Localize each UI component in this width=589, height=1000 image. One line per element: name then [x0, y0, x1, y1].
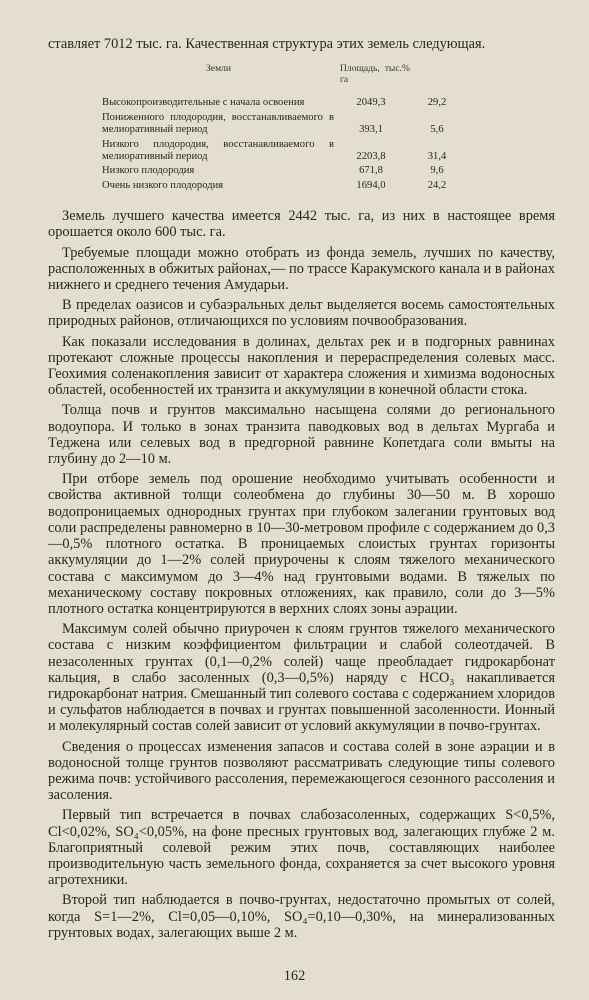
text-column	[48, 36, 555, 945]
land-category: Низкого плодородия	[102, 165, 195, 177]
intro-paragraph: ставляет 7012 тыс. га. Качественная структура этих земель следующая.	[48, 36, 486, 52]
land-area: 1694,0	[356, 179, 386, 191]
land-category: Высокопроизводительные с начала освоения	[102, 97, 305, 109]
header-percent: %	[402, 63, 410, 75]
body-paragraph: Сведения о процессах изменения запасов и состава солей в зоне аэрации и в водоносной толще грунтов позволяют рассматривать следующие типы солевого режима почв: устойчивого рассоления, перемежающегося сезонного рассоления и засоления.	[48, 738, 555, 804]
body-paragraph: Земель лучшего качества имеется 2442 тыс. га, из них в настоящее время орошается около 600 тыс. га.	[48, 208, 555, 241]
land-area: 393,1	[359, 124, 383, 136]
header-area: Площадь, тыс. га	[340, 63, 402, 85]
body-paragraph: Первый тип встречается в почвах слабозасоленных, содержащих S<0,5%, Cl<0,02%, SO₄<0,05%, на фоне пресных грунтовых вод, залегающих глубже 2 м. Благоприятный солевой режим этих почв, составляющих наиболее производительную часть земельного фонда, сохраняется за счет высокого уровня агротехники.	[48, 807, 555, 889]
land-percent: 31,4	[427, 151, 447, 163]
body-paragraph: Второй тип наблюдается в почво-грунтах, недостаточно промытых от солей, когда S=1—2%, Cl=0,05—0,10%, SO₄=0,10—0,30%, на минерализованных грунтовых водах, залегающих выше 2 м.	[48, 892, 555, 941]
land-area: 671,8	[359, 165, 383, 177]
land-category: Низкого плодородия, восстанавливаемого в мелиоративный период	[102, 138, 334, 163]
land-quality-table-wrap	[102, 64, 472, 194]
land-percent: 9,6	[430, 165, 444, 177]
land-percent: 5,6	[430, 124, 444, 136]
body-paragraph: Максимум солей обычно приурочен к слоям грунтов тяжелого механического состава с низким коэффициентом фильтрации и слабой солеотдачей. В незасоленных грунтах (0,1—0,2% солей) чаще преобладает гидрокарбонат кальция, в слабо засоленных (0,3—0,5%) наряду с HCO₃ накапливается гидрокарбонат натрия. Смешанный тип солевого состава с содержанием хлоридов и сульфатов наблюдается в почвах и грунтах повышенной засоленности. Ионный и молекулярный состав солей зависит от условий аккумуляции в почво-грунтах.	[48, 621, 555, 735]
body-paragraph: При отборе земель под орошение необходимо учитывать особенности и свойства активной толщи солеобмена до глубины 30—50 м. В хорошо водопроницаемых однородных грунтах при глубоком залегании грунтовых вод соли распределены равномерно в 10—30-метровом профиле с содержанием до 0,3—0,5% плотного остатка. В проницаемых слоистых грунтах горизонты аккумуляции до 1—2% солей приурочены к слоям тяжелого механического состава с максимумом до 3—4% над грунтовыми водами. В тяжелых по механическому составу покровных отложениях, как правило, соли до 3—5% плотного остатка концентрируются в верхних слоях зоны аэрации.	[48, 471, 555, 617]
body-paragraph: Требуемые площади можно отобрать из фонда земель, лучших по качеству, расположенных в обжитых районах,— по трассе Каракумского канала и в районах нижнего и среднего течения Амударьи.	[48, 244, 555, 294]
table-header-row	[102, 64, 472, 97]
land-category: Очень низкого плодородия	[102, 179, 224, 191]
page-number: 162	[283, 968, 306, 984]
table-row	[102, 112, 472, 139]
table-row	[102, 97, 472, 111]
body-paragraph: Как показали исследования в долинах, дельтах рек и в подгорных равнинах протекают сложные процессы накопления и перераспределения солевых масс. Геохимия соленакопления зависит от характера сложения и химизма водоносных областей, особенностей их транзита и аккумуляции в конечной области стока.	[48, 333, 555, 399]
land-category: Пониженного плодородия, восстанавливаемого в мелиоративный период	[102, 111, 334, 136]
land-percent: 24,2	[427, 179, 447, 191]
table-row	[102, 180, 472, 194]
table-row	[102, 165, 472, 179]
land-area: 2203,8	[356, 151, 386, 163]
land-quality-table	[102, 64, 472, 194]
header-land: Земли	[206, 63, 232, 75]
land-percent: 29,2	[427, 97, 447, 109]
land-area: 2049,3	[356, 97, 386, 109]
body-paragraph: В пределах оазисов и субаэральных дельт выделяется восемь самостоятельных природных районов, отличающихся по условиям почвообразования.	[48, 297, 555, 330]
table-row	[102, 139, 472, 166]
body-paragraph: Толща почв и грунтов максимально насыщена солями до регионального водоупора. И только в зонах транзита паводковых вод в дельтах Мургаба и Теджена или селевых вод в предгорной равнине Копетдага соли вмыты на глубину до 2—10 м.	[48, 402, 555, 468]
